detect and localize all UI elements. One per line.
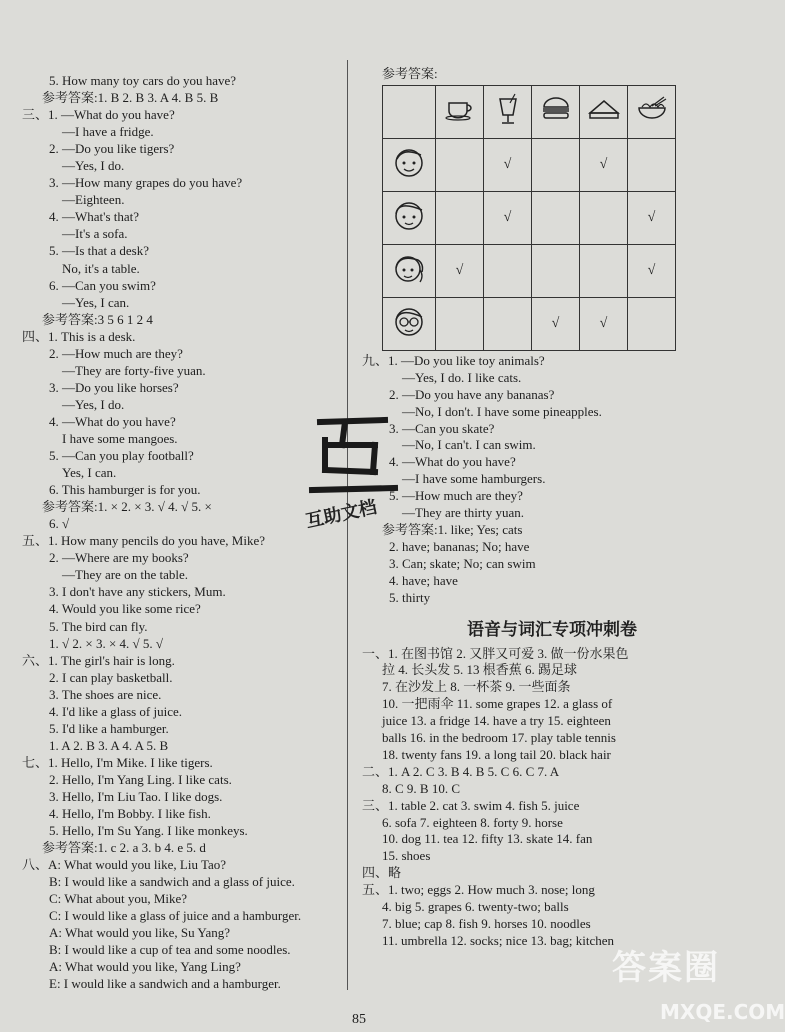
- vocab-answer-line: 10. dog 11. tea 12. fifty 13. skate 14. fan: [382, 831, 593, 847]
- left-column-line: E: I would like a sandwich and a hamburger.: [49, 976, 281, 992]
- vocab-answer-line: 五、1. two; eggs 2. How much 3. nose; long: [362, 882, 595, 898]
- noodles-icon: [628, 85, 676, 138]
- section-nine-line: 5. —How much are they?: [389, 488, 523, 504]
- left-column-line: 4. Would you like some rice?: [49, 601, 201, 617]
- left-column-line: 4. I'd like a glass of juice.: [49, 703, 183, 719]
- section-nine-line: 2. —Do you have any bananas?: [389, 386, 555, 402]
- vocab-answer-line: balls 16. in the bedroom 17. play table tennis: [382, 730, 616, 746]
- left-column-line: —Yes, I do.: [62, 396, 125, 412]
- left-column-line: —I have a fridge.: [62, 124, 154, 140]
- left-column-line: —Eighteen.: [62, 192, 125, 208]
- hamburger-icon: [532, 85, 580, 138]
- left-column-line: 三、1. —What do you have?: [22, 107, 175, 123]
- answer-grid: [382, 85, 676, 351]
- left-column-line: 八、A: What would you like, Liu Tao?: [22, 857, 227, 873]
- girl-glasses-face-icon: [383, 297, 436, 350]
- left-column-line: —They are on the table.: [62, 567, 188, 583]
- vocab-answer-line: 6. sofa 7. eighteen 8. forty 9. horse: [382, 814, 563, 830]
- section-nine-line: 3. —Can you skate?: [389, 420, 495, 436]
- vocab-answer-line: 15. shoes: [382, 848, 431, 864]
- left-column-line: A: What would you like, Yang Ling?: [49, 959, 241, 975]
- section-nine-line: 4. —What do you have?: [389, 454, 516, 470]
- left-column-line: C: I would like a glass of juice and a hamburger.: [49, 908, 302, 924]
- grid-header-row: [383, 85, 676, 138]
- left-column: [22, 72, 342, 993]
- section-nine-line: 九、1. —Do you like toy animals?: [362, 352, 545, 368]
- left-column-line: 4. —What do you have?: [49, 413, 176, 429]
- page-number: 85: [352, 1012, 366, 1027]
- left-column-line: B: I would like a sandwich and a glass of juice.: [49, 874, 295, 890]
- left-column-line: 4. —What's that?: [49, 209, 140, 225]
- grid-cell: [580, 244, 628, 297]
- left-column-line: 5. I'd like a hamburger.: [49, 720, 169, 736]
- left-column-line: 3. Hello, I'm Liu Tao. I like dogs.: [49, 788, 223, 804]
- left-column-line: 5. How many toy cars do you have?: [49, 73, 237, 88]
- section-nine-answers: [362, 353, 742, 607]
- left-column-line: 2. Hello, I'm Yang Ling. I like cats.: [49, 771, 232, 787]
- watermark-logo: 答案圈: [612, 948, 720, 988]
- grid-cell: [580, 191, 628, 244]
- grid-row: [383, 244, 676, 297]
- left-column-line: 2. —Where are my books?: [49, 550, 189, 566]
- vocab-answer-line: 7. blue; cap 8. fish 9. horses 10. noodles: [382, 916, 591, 931]
- grid-cell: [436, 138, 484, 191]
- grid-answer-label: 参考答案:: [382, 66, 438, 81]
- grid-cell: [532, 244, 580, 297]
- section-nine-line: 5. thirty: [389, 589, 431, 605]
- vocab-answer-line: 18. twenty fans 19. a long tail 20. black hair: [382, 746, 611, 762]
- left-column-line: 3. —Do you like horses?: [49, 379, 179, 395]
- left-column-line: 3. I don't have any stickers, Mum.: [49, 584, 226, 600]
- vocab-answer-line: 4. big 5. grapes 6. twenty-two; balls: [382, 899, 569, 915]
- grid-cell: [484, 297, 532, 350]
- left-column-line: 2. I can play basketball.: [49, 669, 173, 685]
- section-nine-line: —They are thirty yuan.: [402, 505, 525, 521]
- girl-face-icon: [383, 244, 436, 297]
- left-column-line: B: I would like a cup of tea and some noodles.: [49, 942, 291, 958]
- boy-face-1-icon: [383, 138, 436, 191]
- stamp-text: 互助文档: [303, 496, 379, 533]
- left-column-line: 5. —Is that a desk?: [49, 243, 150, 259]
- vocab-answer-line: 四、略: [362, 865, 402, 881]
- vocab-answer-line: 10. 一把雨伞 11. some grapes 12. a glass of: [382, 696, 613, 712]
- grid-cell: [532, 138, 580, 191]
- left-column-line: 5. Hello, I'm Su Yang. I like monkeys.: [49, 823, 248, 839]
- grid-corner-cell: [383, 85, 436, 138]
- left-column-line: 七、1. Hello, I'm Mike. I like tigers.: [22, 754, 213, 770]
- check-mark: √: [532, 297, 580, 350]
- vocab-answer-line: 二、1. A 2. C 3. B 4. B 5. C 6. C 7. A: [362, 763, 560, 779]
- left-column-line: 参考答案:1. c 2. a 3. b 4. e 5. d: [42, 840, 206, 856]
- section-nine-line: —I have some hamburgers.: [402, 471, 546, 487]
- grid-row: [383, 138, 676, 191]
- left-column-line: 6. √: [49, 516, 70, 532]
- section-nine-line: —No, I can't. I can swim.: [402, 437, 536, 453]
- vocab-answer-line: 拉 4. 长头发 5. 13 根香蕉 6. 踢足球: [382, 662, 578, 678]
- grid-row: [383, 297, 676, 350]
- left-column-line: 5. The bird can fly.: [49, 618, 148, 634]
- left-column-line: 6. —Can you swim?: [49, 277, 156, 293]
- section-nine-line: 2. have; bananas; No; have: [389, 538, 530, 554]
- grid-cell: [628, 138, 676, 191]
- left-column-line: I have some mangoes.: [62, 430, 178, 446]
- left-column-line: 四、1. This is a desk.: [22, 328, 136, 344]
- check-mark: √: [580, 297, 628, 350]
- vocab-answer-line: juice 13. a fridge 14. have a try 15. eighteen: [382, 713, 611, 729]
- sandwich-icon: [580, 85, 628, 138]
- left-column-line: No, it's a table.: [62, 260, 140, 276]
- vocab-answer-line: 8. C 9. B 10. C: [382, 780, 461, 796]
- juice-icon: [484, 85, 532, 138]
- left-column-line: 5. —Can you play football?: [49, 448, 194, 464]
- vocab-answer-line: 一、1. 在图书馆 2. 又胖又可爱 3. 做一份水果色: [362, 645, 629, 661]
- grid-cell: [436, 191, 484, 244]
- section-nine-line: —Yes, I do. I like cats.: [402, 369, 522, 385]
- left-column-line: Yes, I can.: [62, 465, 117, 481]
- left-column-line: —It's a sofa.: [62, 226, 128, 242]
- vocab-section-answers: [362, 646, 742, 950]
- left-column-line: 2. —How much are they?: [49, 345, 183, 361]
- left-column-line: 参考答案:1. × 2. × 3. √ 4. √ 5. ×: [42, 499, 212, 515]
- section-nine-line: 参考答案:1. like; Yes; cats: [382, 521, 523, 537]
- section-nine-line: 3. Can; skate; No; can swim: [389, 555, 536, 571]
- left-column-line: 五、1. How many pencils do you have, Mike?: [22, 533, 265, 549]
- grid-row: [383, 191, 676, 244]
- vocab-answer-line: 11. umbrella 12. socks; nice 13. bag; kitchen: [382, 932, 615, 948]
- check-mark: √: [484, 138, 532, 191]
- left-column-line: 参考答案:3 5 6 1 2 4: [42, 311, 153, 327]
- check-mark: √: [436, 244, 484, 297]
- vocab-answer-line: 7. 在沙发上 8. 一杯茶 9. 一些面条: [382, 679, 571, 695]
- column-divider: [347, 60, 348, 990]
- boy-face-2-icon: [383, 191, 436, 244]
- left-column-line: —They are forty-five yuan.: [62, 362, 206, 378]
- left-column-line: A: What would you like, Su Yang?: [49, 925, 231, 941]
- right-column: [362, 66, 742, 950]
- teacup-icon: [436, 85, 484, 138]
- left-column-line: —Yes, I can.: [62, 294, 130, 310]
- left-column-line: C: What about you, Mike?: [49, 891, 188, 907]
- left-column-line: 六、1. The girl's hair is long.: [22, 652, 175, 668]
- section-title: 语音与词汇专项冲刺卷: [467, 619, 637, 640]
- left-column-line: 2. —Do you like tigers?: [49, 141, 175, 157]
- left-column-line: —Yes, I do.: [62, 158, 125, 174]
- grid-cell: [628, 297, 676, 350]
- section-nine-line: —No, I don't. I have some pineapples.: [402, 403, 602, 419]
- left-column-line: 3. —How many grapes do you have?: [49, 175, 243, 191]
- check-mark: √: [580, 138, 628, 191]
- vocab-answer-line: 三、1. table 2. cat 3. swim 4. fish 5. juice: [362, 797, 580, 813]
- check-mark: √: [628, 191, 676, 244]
- watermark-url: MXQE.COM: [660, 1000, 785, 1024]
- left-column-line: 4. Hello, I'm Bobby. I like fish.: [49, 806, 211, 822]
- section-nine-line: 4. have; have: [389, 572, 458, 588]
- left-column-line: 参考答案:1. B 2. B 3. A 4. B 5. B: [42, 90, 219, 106]
- left-column-line: 3. The shoes are nice.: [49, 686, 162, 702]
- grid-cell: [484, 244, 532, 297]
- check-mark: √: [628, 244, 676, 297]
- left-column-line: 1. A 2. B 3. A 4. A 5. B: [49, 737, 169, 753]
- grid-cell: [436, 297, 484, 350]
- left-column-line: 1. √ 2. × 3. × 4. √ 5. √: [49, 635, 164, 651]
- check-mark: √: [484, 191, 532, 244]
- left-column-line: 6. This hamburger is for you.: [49, 482, 201, 498]
- grid-cell: [532, 191, 580, 244]
